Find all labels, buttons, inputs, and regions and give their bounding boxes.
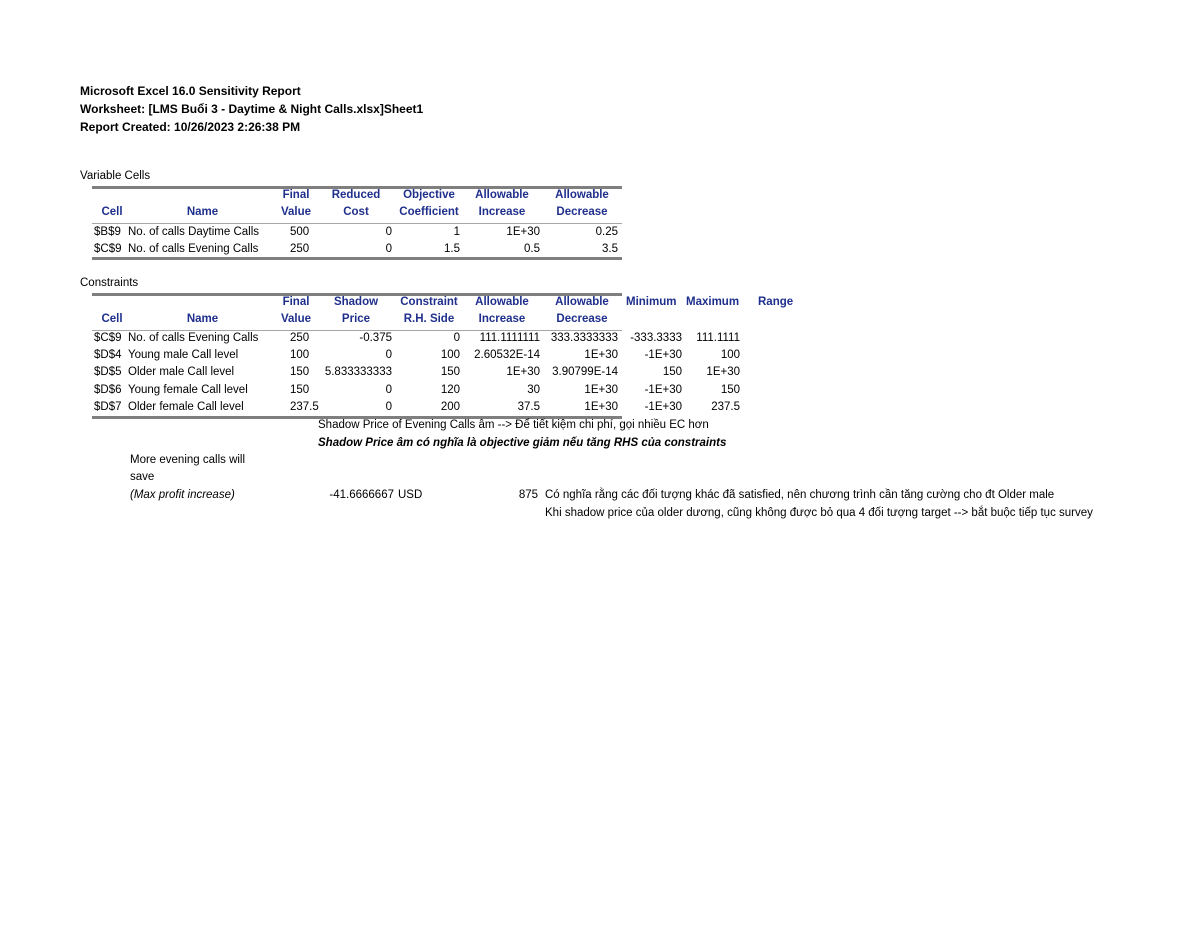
c-header-decrease-2: Decrease: [556, 313, 608, 325]
c-decrease: 3.90799E-14: [552, 366, 618, 378]
c-increase: 1E+30: [506, 366, 540, 378]
c-name: No. of calls Evening Calls: [128, 332, 259, 344]
vc-reduced: 0: [385, 226, 392, 238]
c-maximum: 237.5: [711, 401, 740, 413]
report-created: Report Created: 10/26/2023 2:26:38 PM: [80, 120, 301, 134]
more-evening-line2: save: [130, 471, 155, 483]
c-shadow: -0.375: [359, 332, 392, 344]
c-rhs: 150: [440, 366, 460, 378]
c-header-cell: Cell: [101, 313, 123, 325]
c-shadow: 0: [385, 349, 392, 361]
c-cell: $D$5: [94, 366, 122, 378]
constraints-label: Constraints: [80, 277, 139, 289]
c-name: Older female Call level: [128, 401, 244, 413]
vc-header-objective-2: Coefficient: [399, 206, 459, 218]
c-maximum: 150: [720, 384, 740, 396]
vc-header-decrease-1: Allowable: [555, 189, 609, 201]
report-worksheet: Worksheet: [LMS Buổi 3 - Daytime & Night Calls.xlsx]Sheet1: [80, 102, 424, 116]
c-header-final-2: Value: [280, 313, 312, 325]
c-rhs: 120: [440, 384, 460, 396]
vc-decrease: 0.25: [595, 226, 618, 238]
c-header-shadow-1: Shadow: [333, 296, 379, 308]
c-name: Older male Call level: [128, 366, 235, 378]
c-header-increase-1: Allowable: [475, 296, 529, 308]
c-final: 150: [290, 384, 310, 396]
c-decrease: 1E+30: [584, 384, 618, 396]
c-cell: $D$6: [94, 384, 122, 396]
vc-increase: 0.5: [524, 243, 540, 255]
c-increase: 2.60532E-14: [474, 349, 540, 361]
c-decrease: 1E+30: [584, 349, 618, 361]
c-shadow: 0: [385, 384, 392, 396]
c-header-maximum: Maximum: [686, 296, 740, 308]
vc-cell: $C$9: [94, 243, 122, 255]
c-final: 150: [290, 366, 310, 378]
vc-final: 250: [290, 243, 310, 255]
c-name: Young male Call level: [128, 349, 239, 361]
c-minimum: -1E+30: [644, 349, 682, 361]
max-profit-label: (Max profit increase): [130, 489, 235, 501]
c-increase: 37.5: [517, 401, 540, 413]
c-minimum: 150: [662, 366, 682, 378]
c-shadow: 5.833333333: [324, 366, 392, 378]
vc-reduced: 0: [385, 243, 392, 255]
c-maximum: 1E+30: [706, 366, 740, 378]
c-maximum: 111.1111: [696, 332, 740, 344]
vc-objective: 1.5: [444, 243, 460, 255]
c-header-name: Name: [186, 313, 219, 325]
vc-header-name: Name: [186, 206, 219, 218]
vc-name: No. of calls Evening Calls: [128, 243, 259, 255]
report-title: Microsoft Excel 16.0 Sensitivity Report: [80, 84, 301, 98]
c-final: 250: [290, 332, 310, 344]
c-shadow: 0: [385, 401, 392, 413]
c-header-range: Range: [758, 296, 794, 308]
vc-header-reduced-1: Reduced: [331, 189, 381, 201]
vc-header-increase-2: Increase: [478, 206, 526, 218]
c-maximum: 100: [720, 349, 740, 361]
c-header-rhs-1: Constraint: [400, 296, 458, 308]
vc-final: 500: [290, 226, 310, 238]
vc-objective: 1: [453, 226, 460, 238]
c-final: 237.5: [290, 401, 319, 413]
shadow-note-bold: Shadow Price âm có nghĩa là objective giảm nếu tăng RHS của constraints: [318, 437, 727, 449]
vc-header-final-1: Final: [282, 189, 310, 201]
c-header-increase-2: Increase: [478, 313, 526, 325]
vc-header-objective-1: Objective: [403, 189, 455, 201]
vc-header-decrease-2: Decrease: [556, 206, 608, 218]
vc-cell: $B$9: [94, 226, 121, 238]
vc-increase: 1E+30: [506, 226, 540, 238]
note-line-2: Khi shadow price của older dương, cũng không được bỏ qua 4 đối tượng target --> bắt buộc tiếp tục survey: [545, 507, 1093, 519]
vc-header-cell: Cell: [101, 206, 123, 218]
profit-value: -41.6666667: [329, 489, 394, 501]
c-cell: $D$7: [94, 401, 122, 413]
vc-decrease: 3.5: [602, 243, 618, 255]
vc-header-final-2: Value: [280, 206, 312, 218]
profit-unit: USD: [398, 489, 423, 501]
c-rhs: 100: [440, 349, 460, 361]
c-cell: $D$4: [94, 349, 122, 361]
c-minimum: -1E+30: [644, 384, 682, 396]
c-header-decrease-1: Allowable: [555, 296, 609, 308]
c-cell: $C$9: [94, 332, 122, 344]
vc-header-reduced-2: Cost: [343, 206, 369, 218]
c-increase: 30: [527, 384, 540, 396]
note-line-1: Có nghĩa rằng các đối tượng khác đã satisfied, nên chương trình cần tăng cường cho đt Older male: [545, 489, 1055, 501]
variable-cells-label: Variable Cells: [80, 170, 151, 182]
shadow-note: Shadow Price of Evening Calls âm --> Để tiết kiệm chi phí, gọi nhiều EC hơn: [318, 419, 709, 431]
c-rhs: 0: [453, 332, 460, 344]
c-rhs: 200: [440, 401, 460, 413]
c-header-final-1: Final: [282, 296, 310, 308]
c-header-shadow-2: Price: [341, 313, 371, 325]
c-header-minimum: Minimum: [626, 296, 677, 308]
c-final: 100: [290, 349, 310, 361]
vc-header-increase-1: Allowable: [475, 189, 529, 201]
c-decrease: 1E+30: [584, 401, 618, 413]
c-increase: 111.1111111: [479, 332, 540, 344]
c-name: Young female Call level: [128, 384, 248, 396]
value-875: 875: [518, 489, 538, 501]
c-header-rhs-2: R.H. Side: [403, 313, 455, 325]
c-decrease: 333.3333333: [550, 332, 618, 344]
more-evening-line1: More evening calls will: [130, 454, 246, 466]
c-minimum: -333.3333: [630, 332, 682, 344]
vc-name: No. of calls Daytime Calls: [128, 226, 260, 238]
c-minimum: -1E+30: [644, 401, 682, 413]
variable-cells-bottom-rule: [92, 257, 622, 260]
